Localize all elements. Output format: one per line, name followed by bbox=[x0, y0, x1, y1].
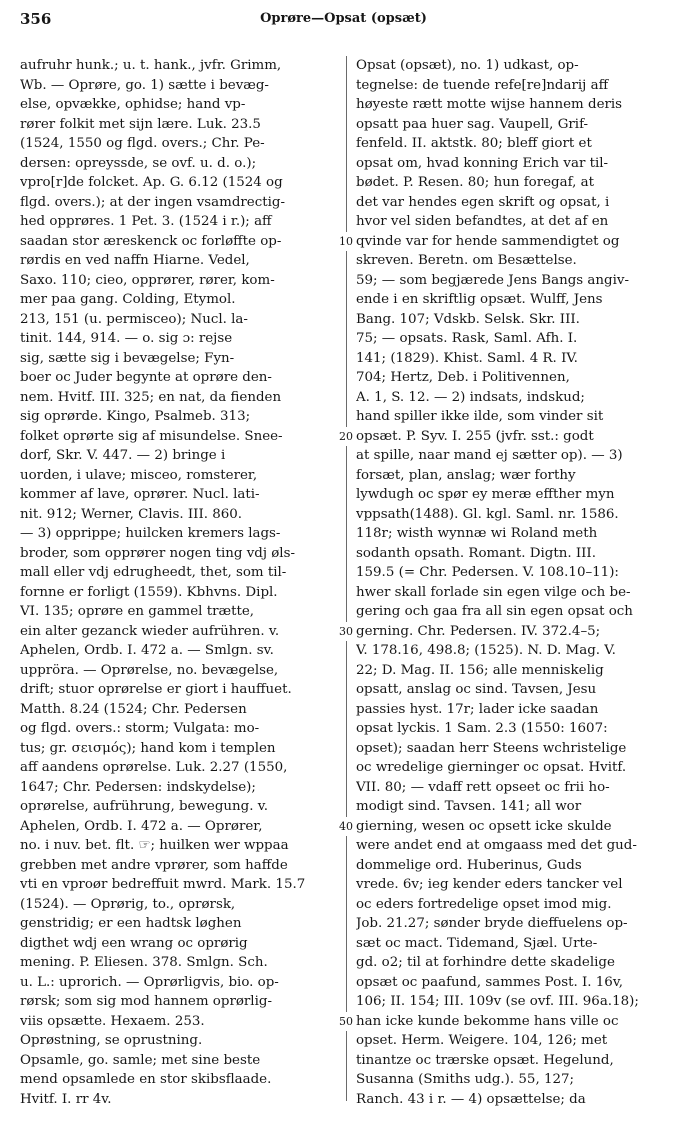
text-line: 75; — opsats. Rask, Saml. Afh. I. bbox=[356, 331, 578, 346]
text-line: Bang. 107; Vdskb. Selsk. Skr. III. bbox=[356, 311, 580, 327]
page-number: 356 bbox=[20, 10, 52, 28]
text-line: Aphelen, Ordb. I. 472 a. — Smlgn. sv. bbox=[20, 643, 274, 658]
text-line: tinit. 144, 914. — o. sig ɔ: rejse bbox=[20, 331, 233, 346]
text-line: vti en vproør bedreffuit mwrd. Mark. 15.7 bbox=[20, 877, 306, 892]
text-line: aff aandens oprørelse. Luk. 2.27 (1550, bbox=[20, 760, 288, 775]
text-line: nem. Hvitf. III. 325; en nat, da fienden bbox=[20, 389, 282, 405]
text-line: hed opprøres. 1 Pet. 3. (1524 i r.); aff bbox=[20, 214, 272, 229]
text-line: 213, 151 (u. permisceo); Nucl. la- bbox=[20, 311, 248, 327]
text-line: skreven. Beretn. om Besættelse. bbox=[356, 253, 577, 268]
text-line: V. 178.16, 498.8; (1525). N. D. Mag. V. bbox=[356, 643, 616, 658]
text-line: nit. 912; Werner, Clavis. III. 860. bbox=[20, 506, 243, 522]
line-number: 10 bbox=[337, 232, 355, 252]
text-line: oc eders fortredelige opset imod mig. bbox=[356, 896, 612, 912]
text-line: no. i nuv. bet. flt. ☞; huilken wer wppaa bbox=[20, 838, 289, 853]
text-line: 141; (1829). Khist. Saml. 4 R. IV. bbox=[356, 350, 578, 366]
text-line: 22; D. Mag. II. 156; alle menniskelig bbox=[356, 662, 604, 678]
text-line: were andet end at omgaass med det gud- bbox=[356, 838, 637, 853]
text-line: broder, som opprører nogen ting vdj øls- bbox=[20, 545, 295, 561]
text-line: bødet. P. Resen. 80; hun foregaf, at bbox=[356, 175, 594, 190]
column-divider bbox=[346, 56, 347, 1101]
text-line: det var hendes egen skrift og opsat, i bbox=[356, 194, 610, 210]
text-line: uorden, i ulave; misceo, romsterer, bbox=[20, 467, 258, 483]
left-column bbox=[20, 56, 338, 1109]
text-line: hwer skall forlade sin egen vilge och be- bbox=[356, 584, 631, 600]
text-line: Job. 21.27; sønder bryde dieffuelens op- bbox=[356, 916, 628, 931]
text-line: rørdis en ved naffn Hiarne. Vedel, bbox=[20, 253, 250, 268]
text-line: drift; stuor oprørelse er giort i hauffuet. bbox=[20, 682, 292, 697]
text-line: passies hyst. 17r; lader icke saadan bbox=[356, 701, 599, 717]
text-line: Saxo. 110; cieo, opprører, rører, kom- bbox=[20, 272, 275, 288]
text-line: mend opsamlede en stor skibsflaade. bbox=[20, 1072, 272, 1087]
text-line: opset); saadan herr Steens wchristelige bbox=[356, 740, 627, 756]
text-line: grebben met andre vprører, som haffde bbox=[20, 857, 288, 873]
text-line: opsatt paa huer sag. Vaupell, Grif- bbox=[356, 116, 589, 132]
text-line: Aphelen, Ordb. I. 472 a. — Oprører, bbox=[20, 818, 263, 834]
text-line: Opsamle, go. samle; met sine beste bbox=[20, 1052, 261, 1068]
text-line: Opsat (opsæt), no. 1) udkast, op- bbox=[356, 58, 579, 73]
text-line: 1647; Chr. Pedersen: indskydelse); bbox=[20, 779, 256, 795]
text-line: høyeste rætt motte wijse hannem deris bbox=[356, 97, 623, 112]
text-line: vpro[r]de folcket. Ap. G. 6.12 (1524 og bbox=[20, 175, 283, 190]
text-line: ein alter gezanck wieder aufrühren. v. bbox=[20, 623, 280, 639]
text-line: opsatt, anslag oc sind. Tavsen, Jesu bbox=[356, 682, 597, 697]
text-line: gerning. Chr. Pedersen. IV. 372.4–5; bbox=[356, 623, 601, 639]
text-line: folket oprørte sig af misundelse. Snee- bbox=[20, 428, 283, 444]
text-line: u. L.: uprorich. — Oprørligvis, bio. op- bbox=[20, 974, 279, 990]
text-line: sodanth opsath. Romant. Digtn. III. bbox=[356, 545, 596, 561]
text-line: saadan stor æreskenck oc forløffte op- bbox=[20, 233, 282, 249]
text-line: 59; — som begjærede Jens Bangs angiv- bbox=[356, 272, 629, 288]
text-line: 704; Hertz, Deb. i Politivennen, bbox=[356, 370, 570, 385]
text-line: opsæt. P. Syv. I. 255 (jvfr. sst.: godt bbox=[356, 428, 594, 444]
text-line: lywdugh oc spør ey meræ effther myn bbox=[356, 487, 615, 502]
text-line: 159.5 (= Chr. Pedersen. V. 108.10–11): bbox=[356, 565, 619, 580]
text-line: ende i en skriftlig opsæt. Wulff, Jens bbox=[356, 292, 603, 307]
text-line: VII. 80; — vdaff rett opseet oc frii ho- bbox=[356, 779, 610, 795]
text-line: 118r; wisth wynnæ wi Roland meth bbox=[356, 526, 598, 541]
text-line: Ranch. 43 i r. — 4) opsættelse; da bbox=[356, 1091, 586, 1107]
text-line: modigt sind. Tavsen. 141; all wor bbox=[356, 799, 582, 814]
text-line: mening. P. Eliesen. 378. Smlgn. Sch. bbox=[20, 955, 268, 970]
text-line: han icke kunde bekomme hans ville oc bbox=[356, 1013, 619, 1029]
text-line: Susanna (Smiths udg.). 55, 127; bbox=[356, 1072, 575, 1087]
text-line: Wb. — Oprøre, go. 1) sætte i bevæg- bbox=[20, 77, 269, 93]
text-line: qvinde var for hende sammendigtet og bbox=[356, 233, 620, 249]
text-line: else, opvække, ophidse; hand vp- bbox=[20, 97, 246, 112]
text-line: (1524, 1550 og flgd. overs.; Chr. Pe- bbox=[20, 136, 265, 151]
text-line: forsæt, plan, anslag; wær forthy bbox=[356, 467, 576, 483]
text-line: genstridig; er een hadtsk løghen bbox=[20, 916, 242, 931]
text-line: hand spiller ikke ilde, som vinder sit bbox=[356, 409, 604, 424]
text-line: Matth. 8.24 (1524; Chr. Pedersen bbox=[20, 701, 247, 717]
text-line: fenfeld. II. aktstk. 80; bleff giort et bbox=[356, 136, 592, 151]
text-line: kommer af lave, oprører. Nucl. lati- bbox=[20, 487, 260, 502]
text-line: fornne er forligt (1559). Kbhvns. Dipl. bbox=[20, 584, 278, 600]
text-line: (1524). — Oprørig, to., oprørsk, bbox=[20, 896, 236, 912]
text-line: flgd. overs.); at der ingen vsamdrectig- bbox=[20, 194, 285, 210]
text-line: A. 1, S. 12. — 2) indsats, indskud; bbox=[356, 389, 585, 405]
text-line: opsat om, hvad konning Erich var til- bbox=[356, 155, 609, 171]
right-column bbox=[356, 56, 668, 1109]
text-line: oprørelse, aufrührung, bewegung. v. bbox=[20, 799, 268, 814]
text-line: dorf, Skr. V. 447. — 2) bringe i bbox=[20, 448, 226, 463]
text-line: gierning, wesen oc opsett icke skulde bbox=[356, 818, 612, 834]
text-line: vppsath(1488). Gl. kgl. Saml. nr. 1586. bbox=[356, 506, 619, 522]
text-line: Hvitf. I. rr 4v. bbox=[20, 1091, 112, 1107]
text-line: uppröra. — Oprørelse, no. bevægelse, bbox=[20, 662, 279, 678]
text-line: tegnelse: de tuende refe[re]ndarij aff bbox=[356, 77, 609, 93]
line-number: 50 bbox=[337, 1012, 355, 1032]
text-line: rørsk; som sig mod hannem oprørlig- bbox=[20, 994, 272, 1009]
text-line: tus; gr. σεισμός); hand kom i templen bbox=[20, 740, 276, 756]
text-line: Oprøstning, se oprustning. bbox=[20, 1033, 203, 1048]
text-line: sæt oc mact. Tidemand, Sjæl. Urte- bbox=[356, 935, 598, 951]
running-title: Oprøre—Opsat (opsæt) bbox=[260, 11, 427, 26]
text-line: gering och gaa fra all sin egen opsat och bbox=[356, 604, 633, 619]
text-line: opsæt oc paafund, sammes Post. I. 16v, bbox=[356, 974, 624, 990]
text-line: mall eller vdj edrugheedt, thet, som til- bbox=[20, 565, 287, 580]
line-number: 40 bbox=[337, 817, 355, 837]
text-line: at spille, naar mand ej sætter op). — 3) bbox=[356, 448, 623, 463]
text-line: 106; II. 154; III. 109v (se ovf. III. 96a.18); bbox=[356, 994, 639, 1009]
text-line: dommelige ord. Huberinus, Guds bbox=[356, 857, 582, 873]
text-line: VI. 135; oprøre en gammel trætte, bbox=[20, 604, 255, 619]
text-line: — 3) opprippe; huilcken kremers lags- bbox=[20, 526, 281, 541]
text-line: digthet wdj een wrang oc oprørig bbox=[20, 935, 248, 951]
text-line: og flgd. overs.: storm; Vulgata: mo- bbox=[20, 721, 260, 736]
text-line: aufruhr hunk.; u. t. hank., jvfr. Grimm, bbox=[20, 58, 282, 73]
text-line: boer oc Juder begynte at oprøre den- bbox=[20, 370, 272, 385]
line-number: 20 bbox=[337, 427, 355, 447]
text-line: mer paa gang. Colding, Etymol. bbox=[20, 292, 236, 307]
text-line: sig, sætte sig i bevægelse; Fyn- bbox=[20, 350, 235, 366]
text-line: dersen: opreyssde, se ovf. u. d. o.); bbox=[20, 155, 257, 171]
text-line: gd. o2; til at forhindre dette skadelige bbox=[356, 955, 615, 970]
text-line: opsat lyckis. 1 Sam. 2.3 (1550: 1607: bbox=[356, 721, 608, 736]
text-line: sig oprørde. Kingo, Psalmeb. 313; bbox=[20, 409, 251, 424]
page-header bbox=[20, 10, 667, 32]
line-number: 30 bbox=[337, 622, 355, 642]
text-line: oc wredelige gierninger oc opsat. Hvitf. bbox=[356, 760, 627, 775]
text-line: viis opsætte. Hexaem. 253. bbox=[20, 1013, 205, 1029]
text-line: rører folkit met sijn lære. Luk. 23.5 bbox=[20, 116, 261, 132]
text-line: opset. Herm. Weigere. 104, 126; met bbox=[356, 1033, 608, 1048]
text-line: hvor vel siden befandtes, at det af en bbox=[356, 214, 609, 229]
text-line: tinantze oc trærske opsæt. Hegelund, bbox=[356, 1052, 614, 1068]
text-line: vrede. 6v; ieg kender eders tancker vel bbox=[356, 877, 623, 892]
